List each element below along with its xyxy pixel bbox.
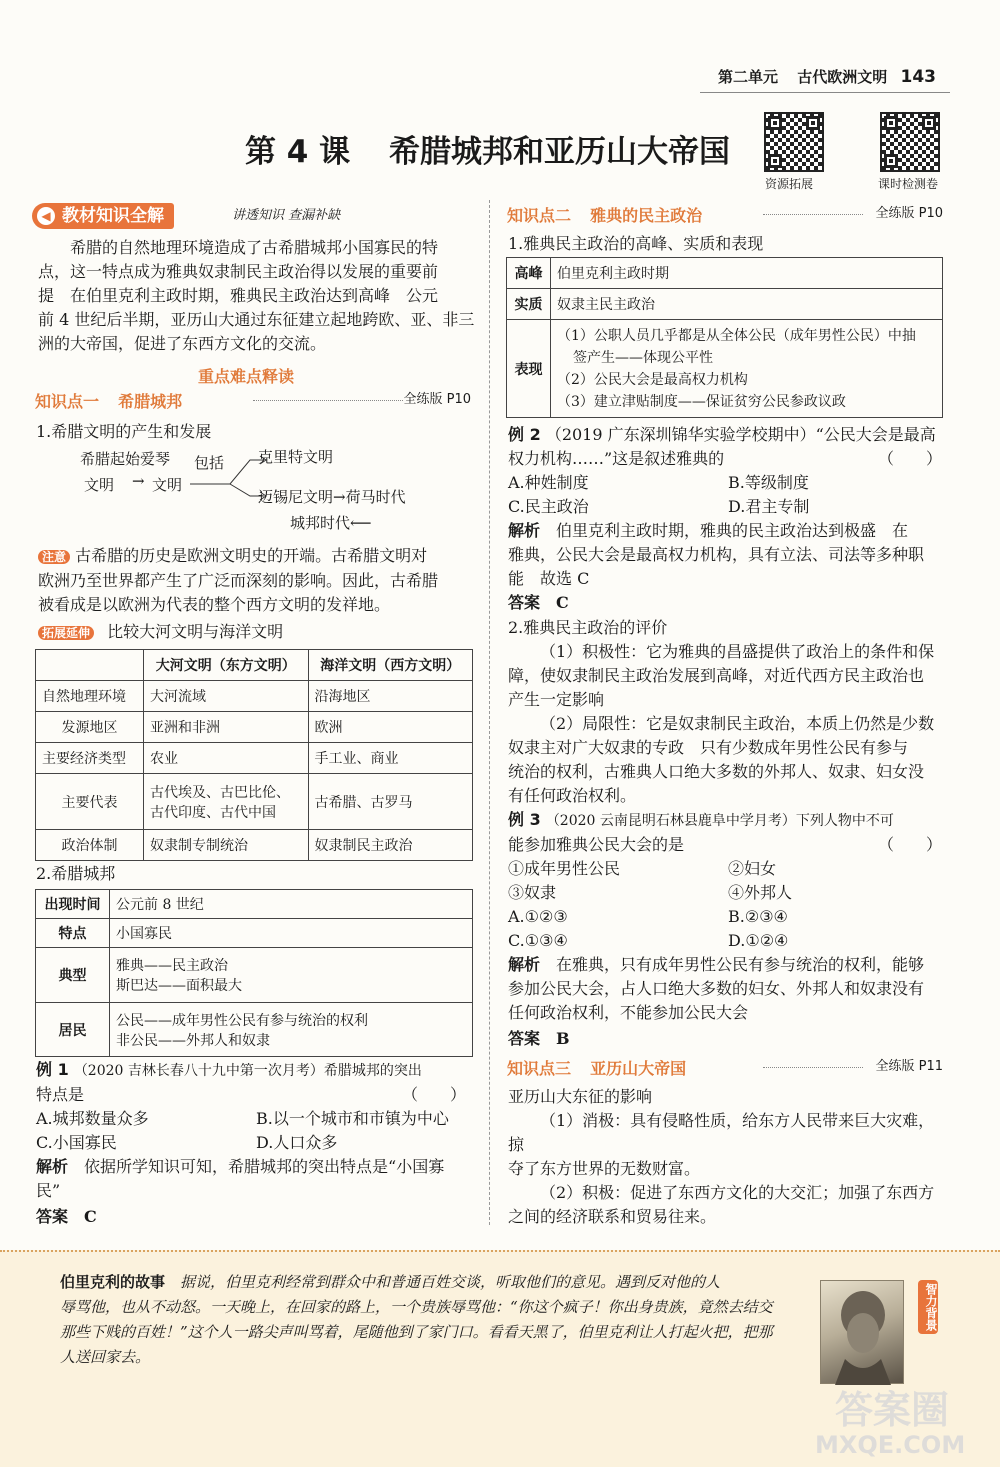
- alex-line: 之间的经济联系和贸易往来。: [508, 1207, 717, 1226]
- ex3-question: （2020 云南昆明石林县鹿阜中学月考）下列人物中不可: [545, 813, 894, 829]
- bust-image: [821, 1281, 905, 1385]
- cell-line: 古代印度、古代中国: [150, 804, 276, 821]
- table-cell: 出现时间: [36, 890, 110, 919]
- ex3-option-c: C.①③④: [508, 931, 568, 950]
- s1-title: 1.希腊文明的产生和发展: [36, 422, 212, 441]
- table-cell: 居民: [36, 1003, 110, 1057]
- story-badge: 智力背景: [918, 1280, 938, 1334]
- table-header: 大河文明（东方文明）: [144, 650, 309, 681]
- lesson-name: 希腊城邦和亚历山大帝国: [388, 134, 730, 170]
- diagram-start-2: 文明: [84, 476, 115, 494]
- table-header: 海洋文明（西方文明）: [308, 650, 473, 681]
- extension-tag: 拓展延伸: [38, 626, 94, 640]
- ex3-option-b: B.②③④: [728, 907, 788, 926]
- extension-row: [38, 620, 283, 645]
- kp3-ref: 全练版 P11: [875, 1059, 943, 1074]
- table-cell: 亚洲和非洲: [144, 712, 309, 743]
- table-cell: 发源地区: [36, 712, 144, 743]
- ex3-answer-key: B: [556, 1029, 570, 1048]
- key-points-heading: 重点难点释读: [198, 367, 295, 386]
- ex1-answer-blank: （ ）: [401, 1085, 466, 1104]
- section-banner: [32, 203, 174, 229]
- ex3-answer-label: 答案: [508, 1029, 541, 1048]
- eval-line: 障，使奴隶制民主政治发展到高峰，对近代西方民主政治也: [508, 666, 925, 685]
- table-cell: 奴隶主民主政治: [551, 289, 943, 320]
- watermark-line: 答案圈: [835, 1388, 950, 1432]
- ex2-answer-key: C: [556, 593, 569, 612]
- story-text: [60, 1270, 810, 1370]
- unit-label: 第二单元: [718, 68, 779, 86]
- note-line: 被看成是以欧洲为代表的整个西方文明的发祥地。: [38, 595, 391, 614]
- ex3-item-4: ④外邦人: [728, 883, 793, 902]
- compare-table: [35, 649, 473, 861]
- ex1-label: 例 1: [36, 1060, 69, 1079]
- ex3-analysis-2: 参加公民大会，占人口绝大多数的妇女、外邦人和奴隶没有: [508, 979, 925, 998]
- cell-line: （3）建立津贴制度——保证贫穷公民参政议政: [557, 393, 846, 410]
- alex-line: 夺了东方世界的无数财富。: [508, 1159, 701, 1178]
- ex2-analysis-3: 能 故选 C: [508, 569, 590, 588]
- cell-line: （2）公民大会是最高权力机构: [557, 371, 748, 388]
- civilization-diagram: [80, 444, 460, 534]
- ex2-option-b: B.等级制度: [728, 473, 809, 492]
- eval-line: 奴隶主对广大奴隶的专政 只有少数成年男性公民有参与: [508, 738, 909, 757]
- table-cell: 手工业、商业: [308, 743, 473, 774]
- ex2-answer-blank: （ ）: [877, 449, 942, 468]
- extension-title: 比较大河文明与海洋文明: [107, 622, 284, 641]
- diagram-mid: 文明: [152, 476, 183, 494]
- qr-left-label: 资源拓展: [765, 177, 814, 191]
- table-header: [36, 650, 144, 681]
- ex2-question-2: 权力机构……”这是叙述雅典的: [508, 449, 725, 468]
- example-1: [36, 1058, 476, 1229]
- kp1-label: 知识点一: [35, 392, 100, 411]
- diagram-arrow: →: [132, 472, 145, 490]
- ex3-analysis-label: 解析: [508, 955, 541, 974]
- story-line: 人送回家去。: [60, 1348, 151, 1366]
- evaluation-paragraph: [508, 640, 948, 808]
- table-cell: 大河流域: [144, 681, 309, 712]
- table-cell: [110, 948, 473, 1003]
- kp1-ref: 全练版 P10: [403, 392, 471, 407]
- table-cell: 典型: [36, 948, 110, 1003]
- kp1-header: [35, 389, 475, 411]
- table-cell: [551, 320, 943, 418]
- table-cell: 古希腊、古罗马: [308, 774, 473, 830]
- watermark-line: MXQE.COM: [815, 1431, 966, 1459]
- note-line: 欧洲乃至世界都产生了广泛而深刻的影响。因此，古希腊: [38, 571, 439, 590]
- table-cell: 欧洲: [308, 712, 473, 743]
- table-cell: 主要经济类型: [36, 743, 144, 774]
- kp2-ref: 全练版 P10: [875, 206, 943, 221]
- diagram-mycenae: 迈锡尼文明→荷马时代: [258, 488, 406, 506]
- ex1-option-b: B.以一个城市和市镇为中心: [256, 1109, 449, 1128]
- kp3-title: 亚历山大帝国: [590, 1059, 687, 1078]
- polis-table: [35, 889, 473, 1057]
- s2-title: 2.希腊城邦: [36, 864, 116, 883]
- ex2-analysis-label: 解析: [508, 521, 541, 540]
- ex1-analysis-2: 民”: [36, 1181, 61, 1200]
- democracy-table: [506, 257, 943, 418]
- cell-line: 斯巴达——面积最大: [116, 978, 242, 994]
- kp2-header: [507, 203, 947, 225]
- table-cell: 特点: [36, 919, 110, 948]
- example-3: [508, 808, 948, 1051]
- intro-line: 希腊的自然地理环境造成了古希腊城邦小国寡民的特: [70, 238, 439, 257]
- note-block: [38, 544, 478, 617]
- speaker-icon: ◀: [37, 207, 55, 225]
- table-cell: [110, 1003, 473, 1057]
- qr-code-right[interactable]: [880, 112, 940, 172]
- kp3-label: 知识点三: [507, 1059, 572, 1078]
- diagram-include: 包括: [194, 454, 225, 472]
- r-s3-title: 亚历山大东征的影响: [508, 1087, 653, 1106]
- kp3-header: [507, 1056, 947, 1078]
- qr-right-label: 课时检测卷: [878, 177, 939, 191]
- alex-line: （2）积极：促进了东西方文化的大交汇；加强了东西方: [540, 1183, 935, 1202]
- note-tag: 注意: [38, 550, 70, 564]
- ex2-label: 例 2: [508, 425, 541, 444]
- kp2-title: 雅典的民主政治: [590, 206, 703, 225]
- r-s1-title: 1.雅典民主政治的高峰、实质和表现: [508, 234, 764, 253]
- intro-line: 前 4 世纪后半期，亚历山大通过东征建立起地跨欧、亚、非三: [38, 310, 475, 329]
- cell-line: 签产生——体现公平性: [573, 349, 713, 366]
- page-number: 143: [900, 67, 936, 87]
- table-cell: 高峰: [507, 258, 551, 289]
- eval-line: 产生一定影响: [508, 690, 605, 709]
- story-line: 那些下贱的百姓！”这个人一路尖声叫骂着，尾随他到了家门口。看看天黑了，伯里克利让人打起火把，把那: [60, 1323, 773, 1341]
- ex3-question-2: 能参加雅典公民大会的是: [508, 835, 685, 854]
- cell-line: 公民——成年男性公民有参与统治的权利: [116, 1012, 368, 1029]
- qr-code-left[interactable]: [764, 112, 824, 172]
- section-label: 古代欧洲文明: [797, 68, 888, 86]
- story-line: 据说，伯里克利经常到群众中和普通百姓交谈，听取他们的意见。遇到反对他的人: [180, 1273, 721, 1291]
- ex2-analysis: 伯里克利主政时期，雅典的民主政治达到极盛 在: [556, 521, 909, 540]
- table-cell: 奴隶制民主政治: [308, 830, 473, 861]
- lesson-title: [245, 126, 730, 171]
- eval-line: 统治的权利，古雅典人口绝大多数的外邦人、奴隶、妇女没: [508, 762, 925, 781]
- cell-line: 非公民——外邦人和奴隶: [116, 1032, 270, 1049]
- table-cell: 实质: [507, 289, 551, 320]
- table-cell: 自然地理环境: [36, 681, 144, 712]
- ex2-option-d: D.君主专制: [728, 497, 810, 516]
- ex3-answer-blank: （ ）: [877, 835, 942, 854]
- column-divider: [489, 200, 490, 1225]
- ex1-question: 特点是: [36, 1085, 85, 1104]
- ex1-analysis-label: 解析: [36, 1157, 69, 1176]
- cell-line: 古代埃及、古巴比伦、: [150, 784, 290, 801]
- ex1-analysis: 依据所学知识可知，希腊城邦的突出特点是“小国寡: [84, 1157, 445, 1176]
- ex2-option-a: A.种姓制度: [508, 473, 589, 492]
- diagram-polis: 城邦时代⟵: [290, 514, 372, 532]
- eval-line: 有任何政治权利。: [508, 786, 637, 805]
- intro-line: 点，这一特点成为雅典奴隶制民主政治得以发展的重要前: [38, 262, 439, 281]
- kp2-label: 知识点二: [507, 206, 572, 225]
- ex3-item-2: ②妇女: [728, 859, 777, 878]
- ex2-analysis-2: 雅典，公民大会是最高权力机构，具有立法、司法等多种职: [508, 545, 925, 564]
- intro-line: 洲的大帝国，促进了东西方文化的交流。: [38, 334, 327, 353]
- ex1-option-c: C.小国寡民: [36, 1133, 117, 1152]
- header-rule: [700, 92, 950, 93]
- cell-line: （1）公职人员几乎都是从全体公民（成年男性公民）中抽: [557, 327, 916, 344]
- banner-title: 教材知识全解: [62, 206, 164, 226]
- ex1-option-a: A.城邦数量众多: [36, 1109, 149, 1128]
- running-header: [718, 66, 936, 87]
- ex1-source: （2020 吉林长春八十九中第一次月考）希腊城邦的突出: [73, 1063, 422, 1079]
- cell-line: 雅典——民主政治: [116, 958, 228, 974]
- table-cell: 主要代表: [36, 774, 144, 830]
- eval-line: （2）局限性：它是奴隶制民主政治，本质上仍然是少数: [540, 714, 935, 733]
- ex3-analysis: 在雅典，只有成年男性公民有参与统治的权利，能够: [556, 955, 925, 974]
- eval-line: （1）积极性：它为雅典的昌盛提供了政治上的条件和保: [540, 642, 935, 661]
- lesson-number: 第 4 课: [245, 134, 351, 170]
- kp1-title: 希腊城邦: [118, 392, 183, 411]
- table-cell: [144, 774, 309, 830]
- table-cell: 奴隶制专制统治: [144, 830, 309, 861]
- table-cell: 政治体制: [36, 830, 144, 861]
- note-line: 古希腊的历史是欧洲文明史的开端。古希腊文明对: [75, 546, 428, 565]
- table-cell: 小国寡民: [110, 919, 473, 948]
- ex3-option-a: A.①②③: [508, 907, 568, 926]
- banner-subtitle: 讲透知识 查漏补缺: [232, 208, 341, 223]
- pericles-portrait: [820, 1280, 904, 1384]
- table-cell: 表现: [507, 320, 551, 418]
- alexander-paragraph: [508, 1109, 948, 1229]
- story-line: 辱骂他，也从不动怒。一天晚上，在回家的路上，一个贵族辱骂他：“你这个疯子！你出身贵族，竟然去结交: [60, 1298, 773, 1316]
- ex3-item-3: ③奴隶: [508, 883, 557, 902]
- ex1-answer-label: 答案: [36, 1207, 69, 1226]
- table-cell: 农业: [144, 743, 309, 774]
- r-s2-title: 2.雅典民主政治的评价: [508, 618, 668, 637]
- ex3-item-1: ①成年男性公民: [508, 859, 621, 878]
- ex2-question: （2019 广东深圳锦华实验学校期中）“公民大会是最高: [545, 425, 936, 444]
- alex-line: （1）消极：具有侵略性质，给东方人民带来巨大灾难，掠: [508, 1111, 935, 1154]
- ex2-option-c: C.民主政治: [508, 497, 589, 516]
- diagram-minoan: 克里特文明: [258, 448, 334, 466]
- table-cell: 伯里克利主政时期: [551, 258, 943, 289]
- ex3-analysis-3: 任何政治权利，不能参加公民大会: [508, 1003, 749, 1022]
- diagram-start: 希腊起始爱琴: [80, 450, 171, 468]
- watermark: [815, 1388, 966, 1460]
- ex3-option-d: D.①②④: [728, 931, 789, 950]
- ex3-label: 例 3: [508, 810, 541, 829]
- intro-paragraph: [38, 236, 478, 356]
- story-title: 伯里克利的故事: [60, 1273, 166, 1291]
- ex2-answer-label: 答案: [508, 593, 541, 612]
- table-cell: 沿海地区: [308, 681, 473, 712]
- intro-line: 提 在伯里克利主政时期，雅典民主政治达到高峰 公元: [38, 286, 439, 305]
- example-2: [508, 423, 948, 615]
- ex1-answer-key: C: [84, 1207, 97, 1226]
- ex1-option-d: D.人口众多: [256, 1133, 338, 1152]
- table-cell: 公元前 8 世纪: [110, 890, 473, 919]
